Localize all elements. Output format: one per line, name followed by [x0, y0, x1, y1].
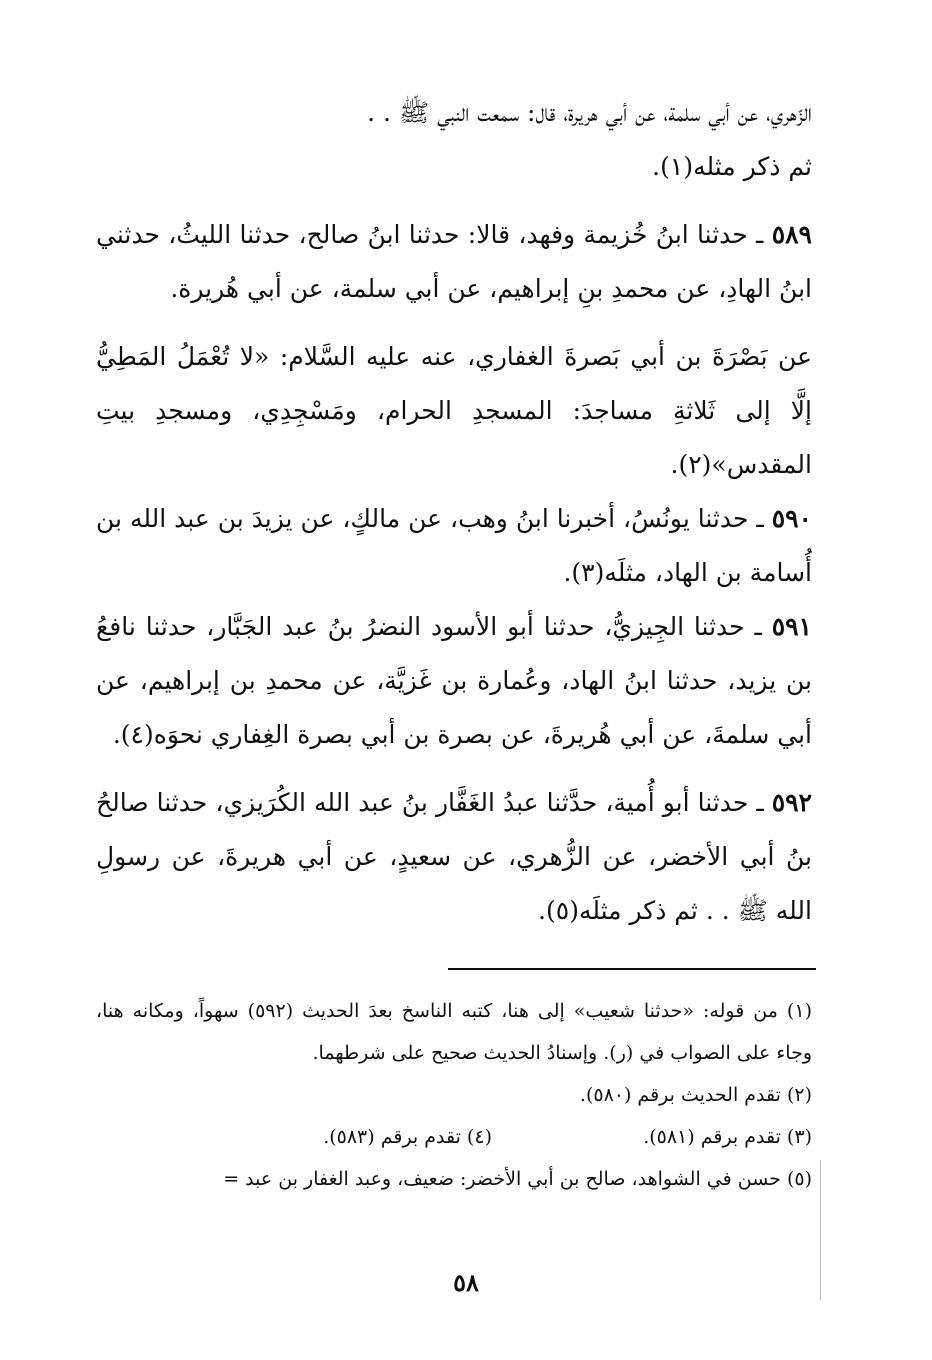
footnote-separator: [448, 968, 816, 970]
hadith-589: [96, 208, 812, 316]
hadith-matn: عن بَصْرَةَ بن أبي بَصرةَ الغفاري، عنه عليه السَّلام: «لا تُعْمَلُ المَطِيُّ إلَّا إلى ثَلاثةِ مساجدَ: المسجدِ الحرام، ومَسْجِدِي، ومسجدِ بيتِ المقدس»(٢).: [96, 342, 812, 479]
continued-line-1: الزّهري، عن أبي سلمة، عن أبي هريرة، قال: سمعت النبي ﷺ . .: [367, 98, 812, 127]
footnote-1: (١) من قوله: «حدثنا شعيب» إلى هنا، كتبه الناسخ بعدَ الحديث (٥٩٢) سهواً، ومكانه هنا، وجاء على الصواب في (ر). وإسنادُ الحديث صحيح على شرطهما.: [96, 1000, 812, 1064]
hadith-590-text: ـ حدثنا يونُسُ، أخبرنا ابنُ وهب، عن مالكٍ، عن يزيدَ بن عبد الله بن أُسامة بن الهاد، مثلَه(٣).: [96, 504, 812, 587]
hadith-591-text: ـ حدثنا الجِيزيُّ، حدثنا أبو الأسود النضرُ بنُ عبد الجَبَّار، حدثنا نافعُ بن يزيد، حدثنا ابنُ الهاد، وعُمارة بن غَزيَّة، عن محمدِ بن إبراهيم، عن أبي سلمةَ، عن أبي هُريرةَ، عن بصرة بن أبي بصرة الغِفاري نحوَه(٤).: [96, 612, 812, 749]
hadith-592-text: ـ حدثنا أبو أُمية، حدَّثنا عبدُ الغَفَّار بنُ عبد الله الكُرَيزي، حدثنا صالحُ بنُ أبي الأخضر، عن الزُّهري، عن سعيدٍ، عن أبي هريرةَ، عن رسولِ الله ﷺ . . ثم ذكر مثلَه(٥).: [96, 788, 812, 925]
hadith-592: [96, 776, 812, 938]
hadith-589-text: ـ حدثنا ابنُ خُزيمة وفهد، قالا: حدثنا ابنُ صالح، حدثنا الليثُ، حدثني ابنُ الهادِ، عن محمدِ بنِ إبراهيم، عن أبي سلمة، عن أبي هُريرة.: [96, 220, 812, 303]
footnote-2: (٢) تقدم الحديث برقم (٥٨٠).: [579, 1084, 812, 1106]
footnote-3: (٣) تقدم برقم (٥٨١).: [643, 1126, 812, 1148]
footnotes-row: [96, 1116, 812, 1158]
hadith-589-number: ٥٨٩: [771, 220, 812, 249]
main-text: [96, 86, 812, 938]
continued-line-2: ثم ذكر مثله(١).: [652, 152, 812, 181]
continued-paragraph: [96, 86, 812, 194]
hadith-592-number: ٥٩٢: [771, 788, 812, 817]
page-number: ٥٨: [453, 1268, 479, 1297]
hadith-590: [96, 492, 812, 600]
footnotes: [96, 990, 812, 1200]
footnote-5: (٥) حسن في الشواهد، صالح بن أبي الأخضر: ضعيف، وعبد الغفار بن عبد =: [223, 1168, 812, 1190]
hadith-590-number: ٥٩٠: [771, 504, 812, 533]
footnote-4: (٤) تقدم برقم (٥٨٣).: [323, 1126, 492, 1148]
hadith-591-number: ٥٩١: [771, 612, 812, 641]
hadith-591: [96, 600, 812, 762]
